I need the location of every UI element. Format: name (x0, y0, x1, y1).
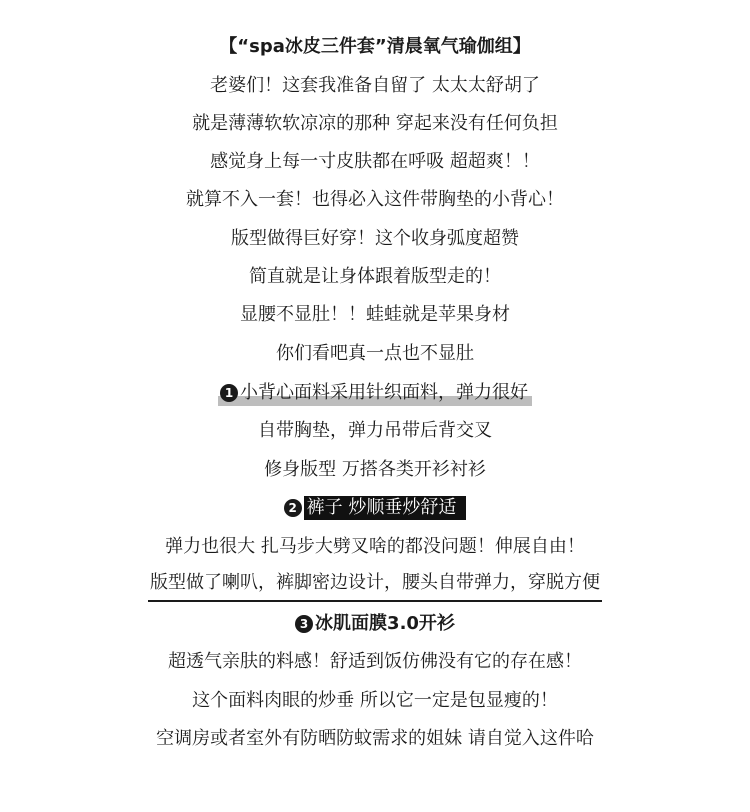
highlight-grey: 1 小背心面料采用针织面料，弹力很好 (218, 380, 532, 406)
text-line: 自带胸垫，弹力吊带后背交叉 (258, 420, 492, 441)
text-line-underlined: 版型做了喇叭，裤脚密边设计，腰头自带弹力，穿脱方便 (0, 570, 750, 602)
text-line: 感觉身上每一寸皮肤都在呼吸 超超爽！！ (210, 151, 540, 172)
text-line: 弹力也很大 扎马步大劈叉啥的都没问题！伸展自由！ (165, 536, 585, 557)
text-line: 修身版型 万搭各类开衫衬衫 (264, 459, 486, 480)
text-line: 这个面料肉眼的炒垂 所以它一定是包显瘦的！ (192, 690, 558, 711)
text-line: 简直就是让身体跟着版型走的！ (249, 266, 501, 287)
number-badge: 1 (220, 384, 238, 402)
number-badge: 3 (295, 615, 313, 633)
text-line: 你们看吧真一点也不显肚 (276, 343, 474, 364)
text-line: 老婆们！这套我准备自留了 太太太舒胡了 (210, 75, 540, 96)
section-3-heading: 3 冰肌面膜3.0开衫 (0, 611, 750, 637)
text-line: 版型做得巨好穿！这个收身弧度超赞 (231, 228, 519, 249)
section-2-heading (0, 495, 750, 521)
number-badge: 2 (284, 499, 302, 517)
collection-title: 【“spa冰皮三件套”清晨氧气瑜伽组】 (219, 36, 531, 57)
text-line: 显腰不显肚！！蛙蛙就是苹果身材 (240, 304, 510, 325)
highlight-black: 裤子 炒顺垂炒舒适 (304, 496, 467, 520)
section-1-heading (0, 380, 750, 406)
text-line: 空调房或者室外有防晒防蚊需求的姐妹 请自觉入这件哈 (156, 728, 594, 749)
text-line: 超透气亲肤的料感！舒适到饭仿佛没有它的存在感！ (168, 651, 582, 672)
text-line: 就是薄薄软软凉凉的那种 穿起来没有任何负担 (192, 113, 558, 134)
text-line: 就算不入一套！也得必入这件带胸垫的小背心！ (186, 189, 564, 210)
